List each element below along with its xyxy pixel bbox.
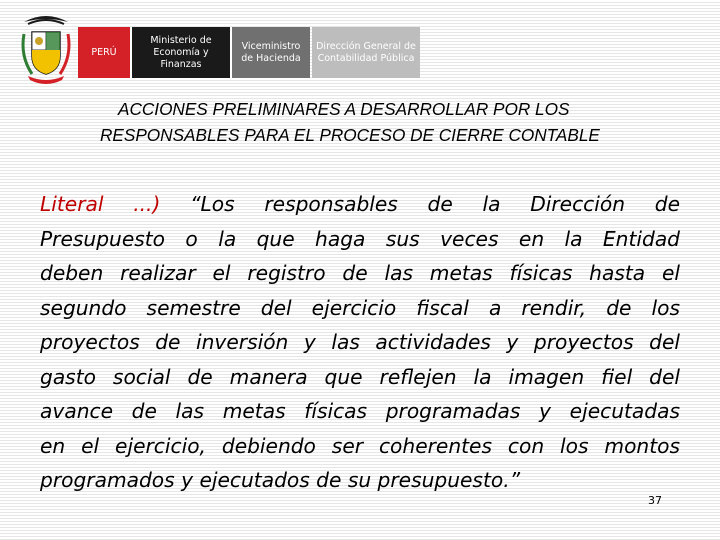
coat-of-arms-icon <box>18 12 74 86</box>
logo-peru: PERÚ <box>78 27 130 78</box>
slide-title-line-2: RESPONSABLES PARA EL PROCESO DE CIERRE CONTABLE <box>100 125 600 145</box>
institution-logo-bar <box>78 27 420 78</box>
body-line <box>40 187 680 222</box>
body-line: en el ejercicio, debiendo ser coherentes con los montos <box>40 433 680 458</box>
body-line: segundo semestre del ejercicio fiscal a rendir, de los <box>40 295 680 320</box>
logo-ministry: Ministerio de Economía y Finanzas <box>132 27 230 78</box>
body-line: gasto social de manera que reflejen la imagen fiel del <box>40 364 680 389</box>
slide-title <box>100 96 680 148</box>
body-line: avance de las metas físicas programadas y ejecutadas <box>40 399 680 423</box>
body-line: proyectos de inversión y las actividades y proyectos del <box>40 330 680 354</box>
page-number: 37 <box>648 494 662 507</box>
literal-label: Literal ...) <box>40 192 161 216</box>
body-line: deben realizar el registro de las metas físicas hasta el <box>40 261 680 285</box>
body-line: programados y ejecutados de su presupuesto.” <box>40 468 521 492</box>
logo-direction: Dirección General de Contabilidad Pública <box>312 27 420 78</box>
body-paragraph <box>40 187 680 498</box>
body-line: Presupuesto o la que haga sus veces en la Entidad <box>40 226 680 251</box>
slide-title-line-1: ACCIONES PRELIMINARES A DESARROLLAR POR LOS <box>118 99 570 119</box>
logo-viceministry: Viceministro de Hacienda <box>232 27 310 78</box>
body-line-text: “Los responsables de la Dirección de <box>190 192 680 216</box>
